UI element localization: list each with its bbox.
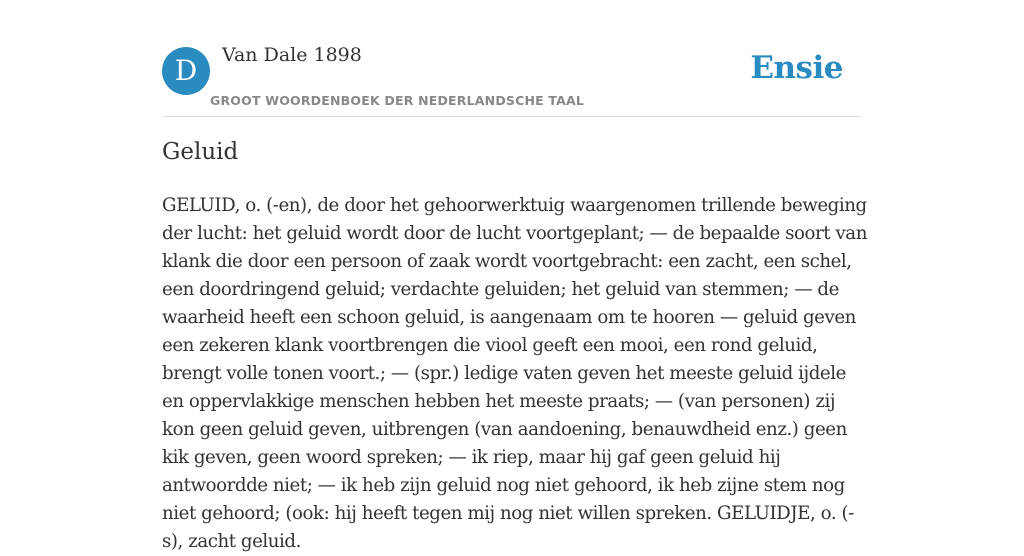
site-header [162,0,862,117]
entry-body: GELUID, o. (-en), de door het gehoorwerktuig waargenomen trillende beweging der lucht: het geluid wordt door de lucht voortgeplant; — de bepaalde soort van klank die door een persoon of zaak wordt voortgebracht: een zacht, een schel, een doordringend geluid; verdachte geluiden; het geluid van stemmen; — de waarheid heeft een schoon geluid, is aangenaam om te hooren — geluid geven een zekeren klank voortbrengen die viool geeft een mooi, een rond geluid, brengt volle tonen voort.; — (spr.) ledige vaten geven het meeste geluid ijdele en oppervlakkige menschen hebben het meeste praats; — (van personen) zij kon geen geluid geven, uitbrengen (van aandoening, benauwdheid enz.) geen kik geven, geen woord spreken; — ik riep, maar hij gaf geen geluid hij antwoordde niet; — ik heb zijn geluid nog niet gehoord, ik heb zijne stem nog niet gehoord; (ook: hij heeft tegen mij nog niet willen spreken. GELUIDJE, o. (-s), zacht geluid. [162,195,867,552]
source-logo[interactable]: D [162,47,210,95]
brand-logo[interactable]: Ensie [750,50,843,86]
source-subtitle: GROOT WOORDENBOEK DER NEDERLANDSCHE TAAL [210,93,585,108]
entry-title: Geluid [162,139,239,165]
source-title[interactable]: Van Dale 1898 [222,44,362,66]
